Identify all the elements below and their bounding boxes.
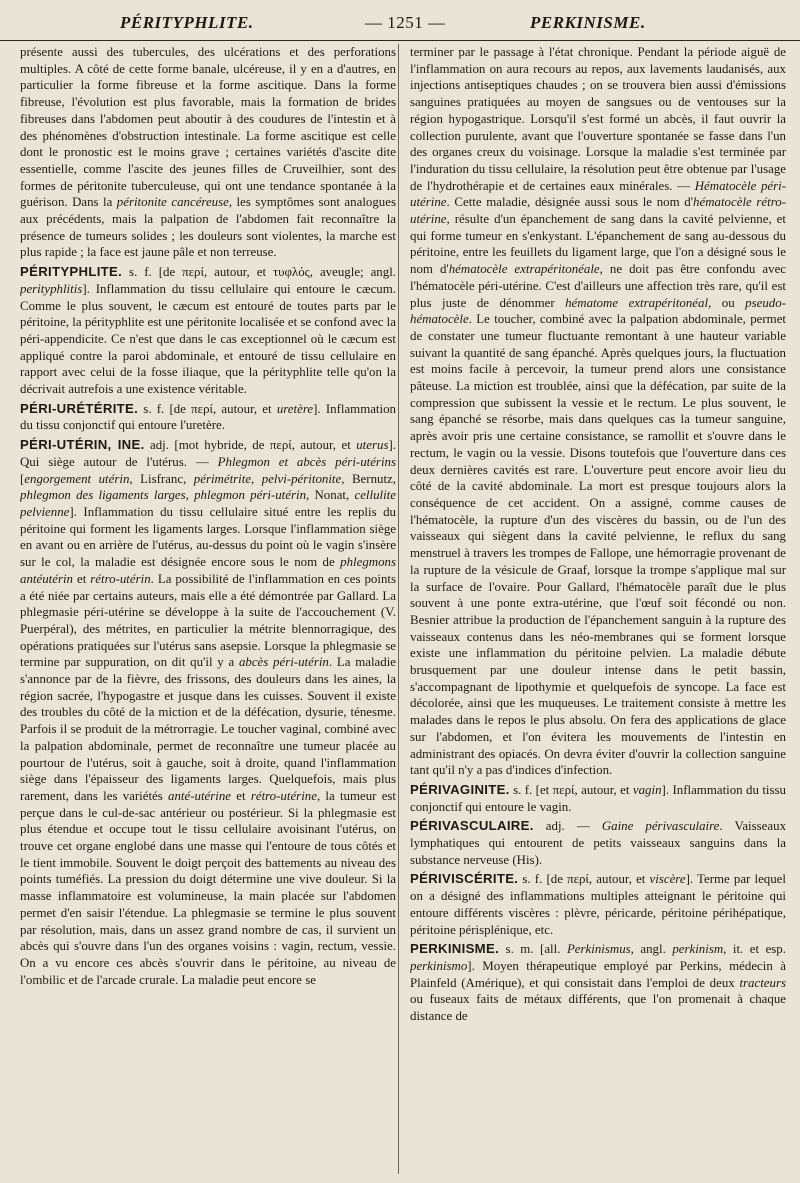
entry-text: [ — [20, 471, 25, 486]
entry-text: . Cette maladie, désignée aussi sous le nom d' — [446, 195, 694, 210]
italic-term: périmétrite, pelvi-péritonite — [193, 471, 342, 486]
dictionary-entry — [410, 818, 786, 868]
entry-text: , it. et esp. — [723, 942, 786, 957]
italic-term: phlegmon des ligaments larges, phlegmon péri-utérin — [20, 488, 307, 503]
italic-term: perkinism — [672, 942, 724, 957]
italic-term: hématocèle extrapéritonéale — [448, 262, 600, 277]
italic-term: pseudo-hématocèle — [410, 295, 786, 327]
entry-text: adj. — — [533, 819, 602, 834]
entry-text: , angl. — [630, 942, 673, 957]
entry-text: ]. Terme par lequel on a désigné des inflammations multiples atteignant le péritoine qui entoure différents viscères : plèvre, péricarde, péritoine périhépatique, péritoine périsplénique, etc. — [410, 872, 786, 937]
entry-text: s. f. [de περί, autour, et — [138, 401, 277, 416]
entry-text: ]. Inflammation du tissu cellulaire situé entre les replis du péritoine qui forment les ligaments larges. Lorsque l'inflammation siège en avant ou en arrière de l'utérus, au-dessus du point où le vagin s'insère sur le col, la maladie est désignée encore sous le nom de — [20, 504, 396, 570]
continued-paragraph — [410, 44, 786, 779]
entry-headword: PÉRITYPHLITE. — [20, 264, 123, 280]
entry-headword: PÉRIVASCULAIRE. — [410, 818, 534, 834]
italic-term: tracteurs — [739, 975, 786, 990]
entry-text: ]. Moyen thérapeutique employé par Perkins, médecin à Plainfeld (Amérique), et qui consistait dans l'emploi de deux — [410, 958, 786, 990]
entry-text: terminer par le passage à l'état chronique. Pendant la période aiguë de l'inflammation on aura recours au repos, aux lavements laudanisés, aux injections antiseptiques chaudes ; on se trouvera bien aussi d'émissions sanguines pratiquées au moyen de sangsues ou de ventouses sur la région hypogastrique. Lorsqu'il s'est formé un abcès, il faut ouvrir la collection purulente, avant que l'ouverture spontanée se fasse dans l'un des organes creux du voisinage. Lorsque la maladie s'est terminée par l'induration du tissu cellulaire, la résolution peut être obtenue par l'usage de l'hydrothérapie et de certaines eaux minérales. — — [410, 45, 786, 193]
entry-text: , Nonat, — [306, 488, 355, 503]
dictionary-entry — [410, 782, 786, 815]
running-head-right: PERKINISME. — [530, 13, 646, 32]
italic-term: Phlegmon et abcès péri-utérins — [217, 454, 396, 469]
left-column — [20, 44, 396, 1176]
entry-headword: PERKINISME. — [410, 941, 500, 957]
italic-term: hématocèle rétro-utérine — [410, 195, 786, 227]
entry-text: ou fuseaux faits de métaux différents, que l'on promenait à chaque distance de — [410, 992, 786, 1024]
entry-headword: PÉRI-UTÉRIN, INE. — [20, 437, 145, 453]
entry-text: ]. Inflammation du tissu conjonctif qui entoure l'uretère. — [20, 401, 396, 433]
dictionary-entry — [20, 437, 396, 988]
italic-term: uretère — [276, 401, 314, 416]
italic-term: hématome extrapéritonéal — [565, 295, 709, 310]
entry-text: adj. [mot hybride, de περί, autour, et — [144, 438, 357, 453]
entry-text: , Bernutz, — [341, 471, 396, 486]
page-number: — 1251 — — [365, 13, 446, 32]
right-column — [410, 44, 786, 1176]
italic-term: rétro-utérine — [250, 788, 317, 803]
entry-text: s. f. [de περί, autour, et — [518, 872, 650, 887]
entry-text: s. m. [all. — [499, 942, 567, 957]
dictionary-entry — [410, 871, 786, 938]
italic-term: Hématocèle péri-utérine — [410, 178, 786, 210]
entry-text: . La possibilité de l'inflammation en ces points a été niée par certains auteurs, mais elle a été démontrée par Gallard. La phlegmasie péri-utérine se développe à la suite de l'accouchement (V. Puerpéral), des métrites, en particulier la métrite blennorragique, des opérations pratiquées sur l'utérus sans asepsie. Lorsque la phlegmasie se termine par suppuration, on dit qu'il y a — [20, 571, 396, 670]
entry-text: et — [73, 571, 91, 586]
entry-text: ]. Inflammation du tissu conjonctif qui entoure le vagin. — [410, 782, 786, 814]
dictionary-entry — [20, 401, 396, 434]
italic-term: perkinismo — [410, 958, 468, 973]
entry-text: s. f. [de περί, autour, et τυφλός, aveugle; angl. — [122, 265, 396, 280]
entry-text: . Vaisseaux lymphatiques qui entourent de petits vaisseaux sanguins dans la substance nerveuse (His). — [410, 819, 786, 867]
entry-text: , ne doit pas être confondu avec l'hématocèle péri-utérine. C'est d'ailleurs une affection très rare, qu'il est plus juste de dénommer — [410, 262, 786, 310]
italic-term: uterus — [356, 438, 389, 453]
column-divider — [398, 44, 399, 1174]
dictionary-entry — [410, 941, 786, 1025]
italic-term: perityphlitis — [20, 281, 83, 296]
italic-term: vagin — [632, 782, 662, 797]
italic-term: phlegmons antéutérin — [20, 555, 396, 586]
entry-text: , résulte d'un épanchement de sang dans la cavité pelvienne, et qui forme tumeur en s'enkystant. L'épanchement de sang au-dessous du péritoine, entre les feuillets du ligament large, que l'on a désigné sous le nom d' — [410, 212, 786, 277]
page-header — [0, 10, 800, 41]
italic-term: Gaine périvasculaire — [601, 819, 720, 834]
italic-term: anté-utérine — [168, 788, 232, 803]
entry-text: , la tumeur est perçue dans le cul-de-sac antérieur ou postérieur. Si la phlegmasie est plus étendue et occupe tout le tissu cellulaire avoisinant l'utérus, on trouve cet organe englobé dans une masse qui l'entoure de tous côtés et le tient immobile. Souvent le doigt perçoit des battements au niveau des points tuméfiés. La pression du doigt détermine une vive douleur. Si la masse inflammatoire est volumineuse, la main placée sur l'abdomen permet d'en saisir l'étendue. La phlegmasie se termine le plus souvent par résolution, mais, dans un assez grand nombre de cas, il survient un abcès qui s'ouvre dans l'un des organes voisins : vagin, rectum, vessie. On a vu encore ces abcès s'ouvrir dans le péritoine, au niveau de l'ombilic et de l'arcade crurale. La maladie peut encore se — [20, 788, 396, 987]
entry-text: et — [231, 788, 251, 803]
entry-text: . Le toucher, combiné avec la palpation abdominale, permet de constater une tumeur fluctuante remontant à une hauteur variable suivant la quantité de sang épanché. Après quelques jours, la fluctuation est moins facile à percevoir, la tumeur prend alors une consistance pâteuse. La miction est troublée, ainsi que la défécation, par suite de la compression que subissent la vessie et le rectum. Le plus souvent, le sang épanché se résorbe, mais dans quelques cas la tumeur sanguine, après avoir pris une certaine consistance, se ramollit et s'ouvre dans le rectum, le vagin ou la vessie. Disons toutefois que l'ouverture dans ces deux dernières cavités est rare. L'ouverture peut encore avoir lieu du côté de la cavité abdominale. La mort est presque toujours alors la conséquence de cet accident. On a assigné, comme causes de l'hématocèle, la rupture d'un des viscères du bassin, ou de l'un des vaisseaux qui siègent dans la cavité pelvienne, le reflux du sang menstruel à travers les trompes de Fallope, une hémorragie provenant de la rupture de la vésicule de Graaf, lorsque la trompe s'applique mal sur la surface de l'ovaire. Pour Gallard, l'hématocèle paraît due le plus souvent à une ponte extra-utérine, que l'œuf soit fécondé ou non. Besnier attribue la production de l'épanchement sanguin à la rupture des vaisseaux contenus dans les néo-membranes qui se forment lorsque existe une inflammation du péritoine pelvien. La maladie débute brusquement par une douleur intense dans le petit bassin, s'accompagnant de lipothymie et quelquefois de syncope. La face est décolorée, ainsi que les muqueuses. Le traitement consiste à mettre les malades dans le repos le plus absolu. On fera des applications de glace sur l'abdomen, et l'on évitera les mouvements de l'intestin en administrant des opiacés. On devra éviter d'ouvrir la collection sanguine tant qu'il n'y a pas d'indices d'infection. — [410, 312, 786, 778]
italic-term: abcès péri-utérin — [238, 655, 329, 670]
italic-term: viscère — [649, 872, 686, 887]
italic-term: Perkinismus — [566, 942, 631, 957]
continued-paragraph — [20, 44, 396, 261]
entry-text: s. f. [et περί, autour, et — [509, 782, 633, 797]
entry-text: ]. Inflammation du tissu cellulaire qui entoure le cæcum. Comme le plus souvent, le cæcum est entouré de toutes parts par le péritoine, la pérityphlite est une péritonite localisée et se confond avec la péri-appendicite. Ce n'est que dans le cas exceptionnel où le cæcum est appliqué contre la paroi abdominale, et entouré de tissu cellulaire en rapport avec celui de la fosse iliaque, que la pérityphlite telle qu'on la décrivait autrefois a une existence véritable. — [20, 281, 396, 397]
italic-term: péritonite cancéreuse — [116, 195, 229, 210]
italic-term: rétro-utérin — [90, 571, 151, 586]
entry-headword: PÉRI-URÉTÉRITE. — [20, 400, 139, 416]
entry-text: , les symptômes sont analogues aux précédents, mais la palpation de l'abdomen fait reconnaître la présence de tumeurs solides ; les douleurs sont violentes, la marche est plus rapide ; la face est jaune pâle et non terreuse. — [20, 195, 396, 260]
entry-text: ]. Qui siège autour de l'utérus. — — [20, 438, 396, 469]
entry-headword: PÉRIVISCÉRITE. — [410, 871, 519, 887]
entry-text: , ou — [708, 295, 746, 310]
entry-text: présente aussi des tubercules, des ulcérations et des perforations multiples. A côté de cette forme banale, ulcéreuse, il y en a d'autres, en particulier la forme fibreuse et la forme ascitique. Dans la forme fibreuse, l'évolution est plus favorable, mais la formation de brides fibreuses dans l'abdomen peut aboutir à des coudures de l'intestin et à des phénomènes d'obstruction intestinale. La forme ascitique est celle dont le pronostic est le moins grave ; certaines variétés d'ascite dite essentielle, comme l'ascite des jeunes filles de Cruveilhier, sont des formes de péritonite tuberculeuse, qui ont une tendance spontanée à la guérison. Dans la — [20, 45, 396, 210]
entry-text: . La maladie s'annonce par de la fièvre, des frissons, des douleurs dans les aines, la région sacrée, l'hypogastre et jusque dans les cuisses. Souvent il existe des troubles du côté de la miction et de la défécation, dysurie, ténesme. Parfois il se produit de la métrorragie. Le toucher vaginal, combiné avec la palpation abdominale, permet de reconnaître une tumeur placée au pourtour de l'utérus, soit à gauche, soit à droite, quand l'inflammation siège dans l'épaisseur des ligaments larges. Quelquefois, mais plus rarement, dans les variétés — [20, 655, 396, 803]
dictionary-entry — [20, 264, 396, 398]
italic-term: cellulite pelvienne — [20, 488, 396, 519]
running-head-left: PÉRITYPHLITE. — [120, 13, 254, 32]
entry-headword: PÉRIVAGINITE. — [410, 781, 510, 797]
italic-term: engorgement utérin — [24, 471, 130, 486]
entry-text: , Lisfranc, — [129, 471, 194, 486]
